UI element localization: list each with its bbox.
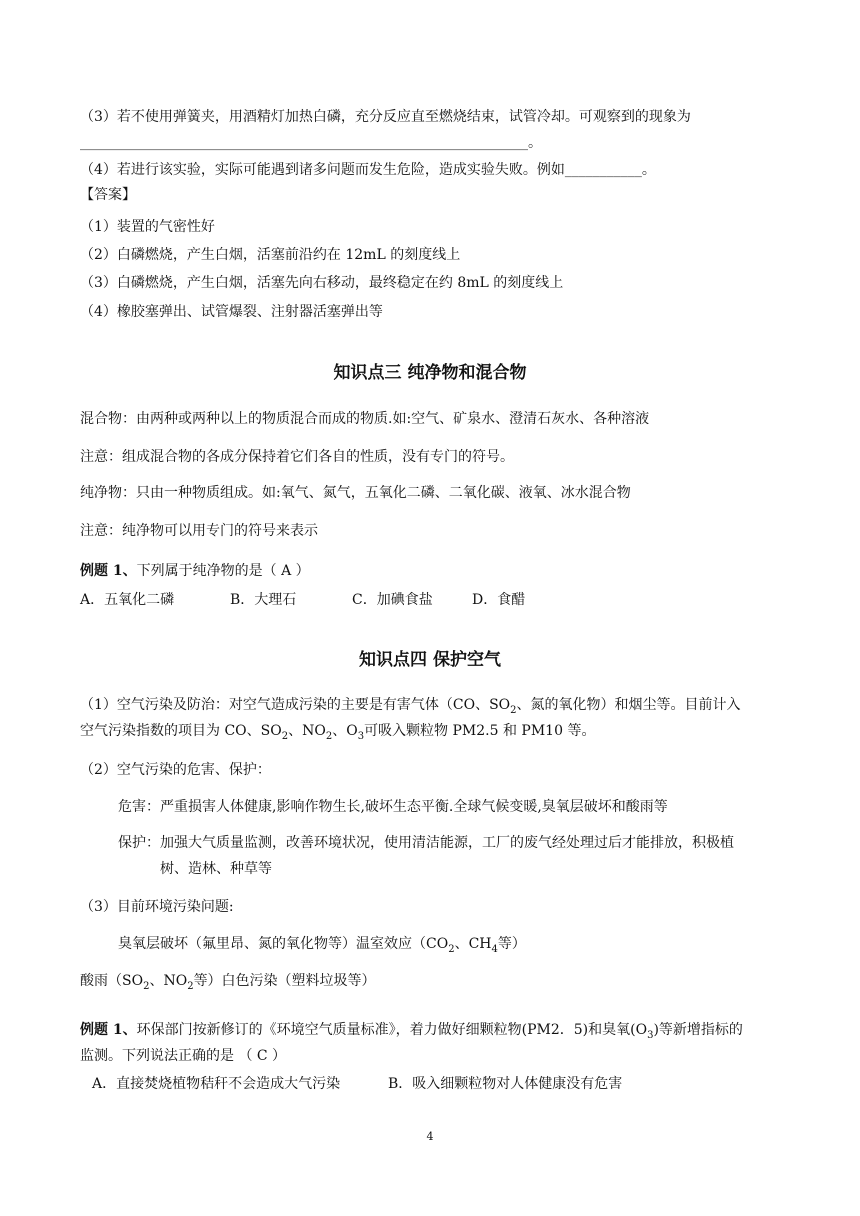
section-4-title: 知识点四 保护空气: [359, 650, 501, 670]
option-d: D．食醋: [472, 592, 526, 608]
current-problems-heading: （3）目前环境污染问题:: [80, 899, 234, 915]
answer-1: （1）装置的气密性好: [80, 219, 215, 235]
pollution-para-line2: 空气污染指数的项目为 CO、$SO_2$、$NO_2$、$O_3$可吸入颗粒物 PM2.5 和 PM10 等。: [80, 723, 596, 742]
answer-2: （2）白磷燃烧，产生白烟，活塞前沿约在 12mL 的刻度线上: [80, 247, 461, 263]
section-3-title: 知识点三 纯净物和混合物: [333, 363, 527, 383]
pure-substance-definition: 纯净物：只由一种物质组成。如:氧气、氮气，五氧化二磷、二氧化碳、液氧、冰水混合物: [80, 485, 631, 501]
question-3-blank: ________________________________________________________________。: [80, 135, 542, 151]
protect-text-line1: 保护：加强大气质量监测，改善环境状况，使用清洁能源，工厂的废气经处理过后才能排放，积极植: [118, 835, 734, 851]
example-label: 例题 1、: [80, 563, 137, 579]
mixture-note: 注意：组成混合物的各成分保持着它们各自的性质，没有专门的符号。: [80, 449, 514, 465]
answer-3: （3）白磷燃烧，产生白烟，活塞先向右移动，最终稳定在约 8mL 的刻度线上: [80, 275, 564, 291]
option-a: A．直接焚烧植物秸秆不会造成大气污染: [92, 1076, 341, 1092]
pure-substance-note: 注意：纯净物可以用专门的符号来表示: [80, 523, 318, 539]
example-1: [80, 562, 310, 580]
pollution-para-line1: （1）空气污染及防治：对空气造成污染的主要是有害气体（CO、$SO_2$、氮的氧化物）和烟尘等。目前计入: [80, 697, 741, 716]
option-c: C．加碘食盐: [352, 592, 433, 608]
page-number: 4: [426, 1130, 434, 1143]
example-2-line2: 监测。下列说法正确的是 （ C ）: [80, 1048, 287, 1064]
question-3-line1: （3）若不使用弹簧夹，用酒精灯加热白磷，充分反应直至燃烧结束，试管冷却。可观察到的现象为: [80, 109, 691, 125]
protect-text-line2: 树、造林、种草等: [160, 861, 272, 877]
acid-rain-white-pollution: 酸雨（$SO_2$、$NO_2$等）白色污染（塑料垃圾等）: [80, 973, 376, 992]
option-b: B．吸入细颗粒物对人体健康没有危害: [388, 1076, 623, 1092]
answer-label: 【答案】: [80, 187, 136, 203]
harm-text: 危害：严重损害人体健康,影响作物生长,破坏生态平衡.全球气候变暖,臭氧层破坏和酸雨等: [118, 799, 668, 815]
option-a: A．五氧化二磷: [80, 592, 175, 608]
question-4: （4）若进行该实验，实际可能遇到诸多问题而发生危险，造成实验失败。例如___________。: [80, 162, 656, 178]
example-question: 下列属于纯净物的是（ A ）: [136, 563, 310, 579]
example-2-options: [92, 1075, 622, 1093]
answer-4: （4）橡胶塞弹出、试管爆裂、注射器活塞弹出等: [80, 304, 383, 320]
pollution-harm-heading: （2）空气污染的危害、保护：: [80, 762, 271, 778]
example-2-line1: 例题 1、环保部门按新修订的《环境空气质量标准》，着力做好细颗粒物(PM2．5)和臭氧$(O_3)$等新增指标的: [80, 1022, 743, 1041]
option-b: B．大理石: [230, 592, 297, 608]
example-options: [80, 591, 525, 609]
mixture-definition: 混合物：由两种或两种以上的物质混合而成的物质.如:空气、矿泉水、澄清石灰水、各种溶液: [80, 411, 650, 427]
ozone-greenhouse: 臭氧层破坏（氟里昂、氮的氧化物等）温室效应（$CO_2$、$CH_4$等）: [118, 936, 526, 955]
